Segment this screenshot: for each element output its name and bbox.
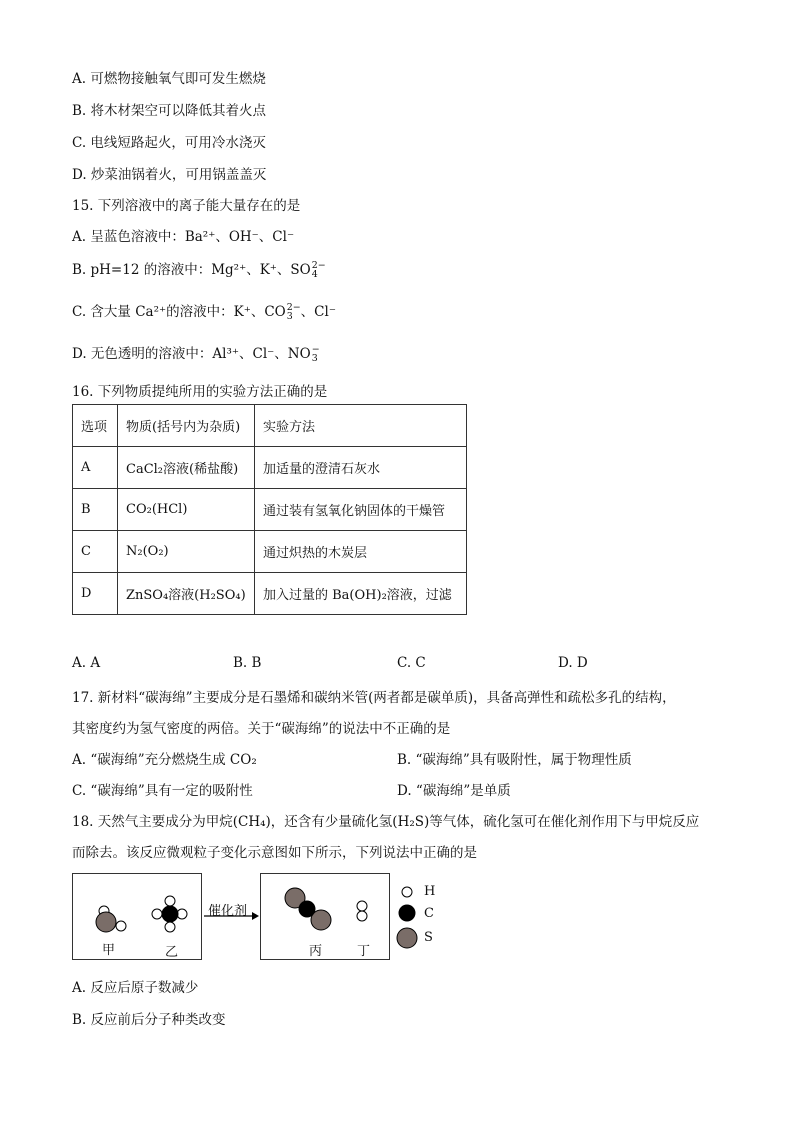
table-cell: N₂(O₂)	[118, 531, 255, 573]
h2-molecule	[357, 901, 367, 921]
c-atom	[299, 901, 316, 918]
q17-option-d: D. “碳海绵”是单质	[397, 783, 511, 799]
h2s-molecule	[96, 906, 126, 932]
legend-c-label: C	[424, 906, 434, 921]
q15-option-d-text: D. 无色透明的溶液中：Al³⁺、Cl⁻、NO	[72, 346, 311, 362]
table-cell: 通过炽热的木炭层	[255, 531, 467, 573]
q15-option-c	[72, 300, 336, 321]
table-header-row	[73, 405, 467, 447]
q15-option-c-text: C. 含大量 Ca²⁺的溶液中：K⁺、CO	[72, 304, 286, 320]
q17-stem-line2: 其密度约为氢气密度的两倍。关于“碳海绵”的说法中不正确的是	[72, 721, 451, 737]
q17-option-b: B. “碳海绵”具有吸附性，属于物理性质	[397, 752, 632, 768]
table-row	[73, 531, 467, 573]
q18-stem-line1: 18. 天然气主要成分为甲烷(CH₄)，还含有少量硫化氢(H₂S)等气体，硫化氢可在催化剂作用下与甲烷反应	[72, 814, 700, 830]
q16-answer-b: B. B	[233, 655, 262, 671]
legend-h-icon	[402, 887, 412, 897]
q16-answer-d: D. D	[558, 655, 588, 671]
ch4-molecule	[152, 896, 187, 932]
q17-option-c: C. “碳海绵”具有一定的吸附性	[72, 783, 253, 799]
table-cell: B	[73, 489, 118, 531]
table-header-cell: 实验方法	[255, 405, 467, 447]
legend-s-label: S	[424, 930, 433, 945]
q15-option-b	[72, 258, 326, 279]
q15-option-c-charge: 2− 3	[286, 301, 301, 322]
legend-icons	[396, 880, 420, 956]
reaction-diagram	[72, 870, 452, 962]
h-atom	[165, 896, 175, 906]
table-header-cell: 选项	[73, 405, 118, 447]
h-atom	[116, 921, 126, 931]
table-cell: ZnSO₄溶液(H₂SO₄)	[118, 573, 255, 615]
label-bing: 丙	[309, 944, 323, 959]
table-cell: C	[73, 531, 118, 573]
q15-option-c-suffix: 、Cl⁻	[300, 304, 336, 320]
legend-c-icon	[399, 905, 416, 922]
q16-answer-c: C. C	[397, 655, 426, 671]
table-cell: CaCl₂溶液(稀盐酸)	[118, 447, 255, 489]
table-cell: 加适量的澄清石灰水	[255, 447, 467, 489]
label-jia: 甲	[102, 943, 116, 958]
q18-option-b: B. 反应前后分子种类改变	[72, 1012, 226, 1028]
table-row	[73, 447, 467, 489]
q16-answer-a: A. A	[72, 655, 101, 671]
q15-stem: 15. 下列溶液中的离子能大量存在的是	[72, 198, 301, 214]
table-row	[73, 573, 467, 615]
label-yi: 乙	[165, 945, 179, 960]
q15-option-a: A. 呈蓝色溶液中：Ba²⁺、OH⁻、Cl⁻	[72, 229, 295, 245]
q18-stem-line2: 而除去。该反应微观粒子变化示意图如下所示，下列说法中正确的是	[72, 845, 477, 861]
q14-option-c: C. 电线短路起火，可用冷水浇灭	[72, 135, 266, 151]
h-atom	[357, 901, 367, 911]
table-cell: D	[73, 573, 118, 615]
q14-option-b: B. 将木材架空可以降低其着火点	[72, 103, 267, 119]
q15-option-b-text: B. pH=12 的溶液中：Mg²⁺、K⁺、SO	[72, 262, 311, 278]
products-box	[260, 873, 390, 960]
q14-option-d: D. 炒菜油锅着火，可用锅盖盖灭	[72, 167, 267, 183]
table-header-cell: 物质(括号内为杂质)	[118, 405, 255, 447]
q15-option-d-charge: − 3	[311, 343, 320, 364]
q18-option-a: A. 反应后原子数减少	[72, 980, 199, 996]
c-atom	[162, 906, 179, 923]
reactant-molecules	[73, 874, 201, 959]
catalyst-label: 催化剂	[208, 904, 248, 919]
table-cell: 通过装有氢氧化钠固体的干燥管	[255, 489, 467, 531]
reactants-box	[72, 873, 202, 960]
q17-stem-line1: 17. 新材料“碳海绵”主要成分是石墨烯和碳纳米管(两者都是碳单质)，具备高弹性和疏松多孔的结构，	[72, 690, 676, 706]
legend-h-label: H	[424, 884, 436, 899]
cs2-molecule	[285, 888, 331, 930]
q17-option-a: A. “碳海绵”充分燃烧生成 CO₂	[72, 752, 257, 768]
label-ding: 丁	[357, 944, 371, 959]
table-cell: CO₂(HCl)	[118, 489, 255, 531]
legend-s-icon	[397, 928, 417, 948]
s-atom	[96, 912, 116, 932]
q15-option-b-charge: 2− 4	[311, 259, 326, 280]
q14-option-a: A. 可燃物接触氧气即可发生燃烧	[72, 71, 266, 87]
h-atom	[165, 922, 175, 932]
q16-stem: 16. 下列物质提纯所用的实验方法正确的是	[72, 384, 328, 400]
table-row	[73, 489, 467, 531]
table-cell: A	[73, 447, 118, 489]
table-cell: 加入过量的 Ba(OH)₂溶液，过滤	[255, 573, 467, 615]
q15-option-d	[72, 342, 320, 363]
q16-table	[72, 404, 467, 615]
h-atom	[152, 909, 162, 919]
h-atom	[357, 911, 367, 921]
